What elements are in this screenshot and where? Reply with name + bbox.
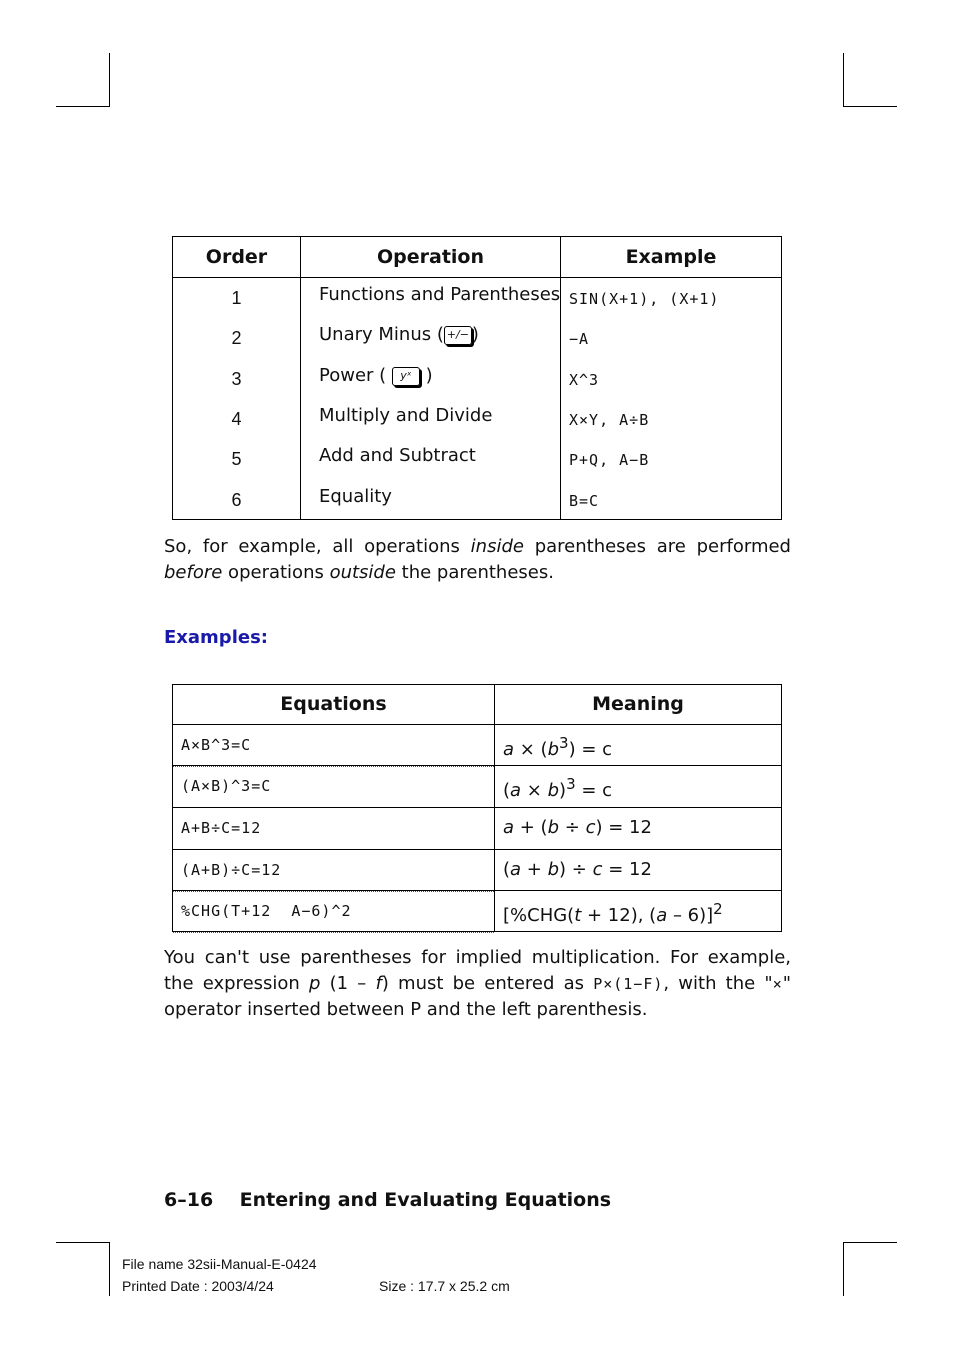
order-cell: 2 (231, 328, 242, 348)
examples-heading: Examples: (164, 627, 268, 648)
meaning-cell (503, 775, 612, 801)
text-run: operations (222, 562, 330, 583)
header-equations: Equations (280, 693, 387, 715)
exponent: 3 (559, 734, 569, 752)
change-sign-key-icon: +/− (444, 326, 472, 345)
crop-mark-bottom-right-vertical (843, 1242, 844, 1296)
var-c: c (585, 817, 596, 838)
implied-multiplication-note (164, 945, 791, 1023)
text-run: × ( (514, 739, 548, 760)
meaning-cell (503, 859, 652, 880)
text-run: × (521, 780, 548, 801)
order-cell: 1 (231, 288, 242, 308)
example-cell: X×Y, A÷B (569, 411, 650, 429)
precedence-table (172, 236, 782, 520)
code-operator: × (772, 975, 783, 993)
code-expression: P×(1−F) (593, 975, 664, 993)
operation-cell: Multiply and Divide (319, 405, 493, 426)
crop-mark-bottom-left-vertical (109, 1242, 110, 1296)
order-cell: 4 (231, 409, 242, 429)
meaning-cell (503, 817, 652, 838)
equation-cell: (A+B)÷C=12 (181, 861, 282, 879)
example-cell: P+Q, A−B (569, 451, 650, 469)
operation-label: Power ( (319, 365, 387, 386)
var-a: a (503, 739, 515, 760)
table-row (173, 724, 781, 766)
precedence-explanation (164, 534, 791, 586)
table-row (173, 399, 781, 439)
var-a: a (510, 780, 522, 801)
var-b: b (547, 739, 560, 760)
var-a: a (510, 859, 522, 880)
exponent: 2 (713, 900, 723, 918)
var-b: b (547, 817, 560, 838)
table-row (173, 359, 781, 399)
order-cell: 6 (231, 490, 242, 510)
text-run: ) = 12 (595, 817, 652, 838)
examples-table (172, 684, 782, 932)
operation-cell: Add and Subtract (319, 445, 476, 466)
table-row (173, 480, 781, 520)
crop-mark-bottom-right-horizontal (843, 1242, 897, 1243)
text-run: ( (503, 780, 511, 801)
table-row (173, 890, 781, 932)
crop-mark-top-right-vertical (843, 53, 844, 107)
order-cell: 3 (231, 369, 242, 389)
power-key-icon: yˣ (392, 367, 420, 386)
operation-cell (319, 365, 433, 386)
meaning-cell (503, 900, 723, 926)
exponent: 3 (566, 775, 576, 793)
operation-cell: Equality (319, 486, 392, 507)
text-run: = c (575, 780, 613, 801)
header-meaning: Meaning (592, 693, 684, 715)
printed-date: Printed Date : 2003/4/24 (122, 1278, 274, 1294)
meaning-cell (503, 734, 612, 760)
text-run: (1 – (320, 973, 376, 994)
var-b: b (547, 780, 560, 801)
text-run: – 6)] (667, 905, 714, 926)
example-cell: SIN(X+1), (X+1) (569, 290, 720, 308)
text-run: ( (503, 859, 511, 880)
text-run: , with the " (663, 973, 773, 994)
table-row (173, 765, 781, 807)
operation-cell (319, 324, 479, 345)
text-run: ÷ (559, 817, 586, 838)
text-run: [%CHG( (503, 905, 575, 926)
example-cell: −A (569, 330, 590, 348)
crop-mark-top-right-horizontal (843, 106, 897, 107)
table-row (173, 439, 781, 479)
operation-label-end: ) (471, 324, 479, 345)
emphasis-outside: outside (329, 562, 396, 583)
text-run: + (521, 859, 548, 880)
var-p: p (309, 973, 321, 994)
equation-cell: A×B^3=C (181, 736, 252, 754)
text-run: + ( (514, 817, 548, 838)
text-run: ) ÷ (559, 859, 593, 880)
table-row (173, 807, 781, 849)
page-footer-title: 6–16 Entering and Evaluating Equations (164, 1189, 612, 1211)
text-run: the parentheses. (395, 562, 554, 583)
operation-cell: Functions and Parentheses (319, 284, 561, 305)
page-size: Size : 17.7 x 25.2 cm (379, 1278, 510, 1294)
crop-mark-top-left-horizontal (56, 106, 110, 107)
var-c: c (592, 859, 603, 880)
emphasis-inside: inside (470, 536, 524, 557)
table-row (173, 849, 781, 891)
text-run: " operator inserted between P and the left parenthesis. (164, 973, 792, 1020)
text-run: + 12), ( (581, 905, 657, 926)
emphasis-before: before (164, 562, 223, 583)
equation-cell: A+B÷C=12 (181, 819, 262, 837)
example-cell: B=C (569, 492, 600, 510)
table-row (173, 318, 781, 358)
crop-mark-bottom-left-horizontal (56, 1242, 110, 1243)
var-a: a (656, 905, 668, 926)
text-run: ) (559, 780, 567, 801)
var-t: t (574, 905, 582, 926)
text-run: parentheses are performed (523, 536, 791, 557)
text-run: So, for example, all operations (164, 536, 471, 557)
text-run: ) = c (568, 739, 613, 760)
equation-cell: (A×B)^3=C (181, 777, 272, 795)
crop-mark-top-left-vertical (109, 53, 110, 107)
var-f: f (375, 973, 382, 994)
header-order: Order (205, 246, 268, 268)
table-row (173, 278, 781, 318)
text-run: = 12 (602, 859, 652, 880)
header-operation: Operation (376, 246, 484, 268)
var-b: b (547, 859, 560, 880)
operation-label: Unary Minus ( (319, 324, 444, 345)
example-cell: X^3 (569, 371, 600, 389)
var-a: a (503, 817, 515, 838)
text-run: ) must be entered as (381, 973, 594, 994)
operation-label-end: ) (425, 365, 433, 386)
file-name: File name 32sii-Manual-E-0424 (122, 1256, 317, 1272)
equation-cell: %CHG(T+12 A−6)^2 (181, 902, 352, 920)
header-example: Example (625, 246, 717, 268)
order-cell: 5 (231, 449, 242, 469)
text-run: You can't use parentheses for implied multiplication. For example, the expression (164, 947, 791, 994)
